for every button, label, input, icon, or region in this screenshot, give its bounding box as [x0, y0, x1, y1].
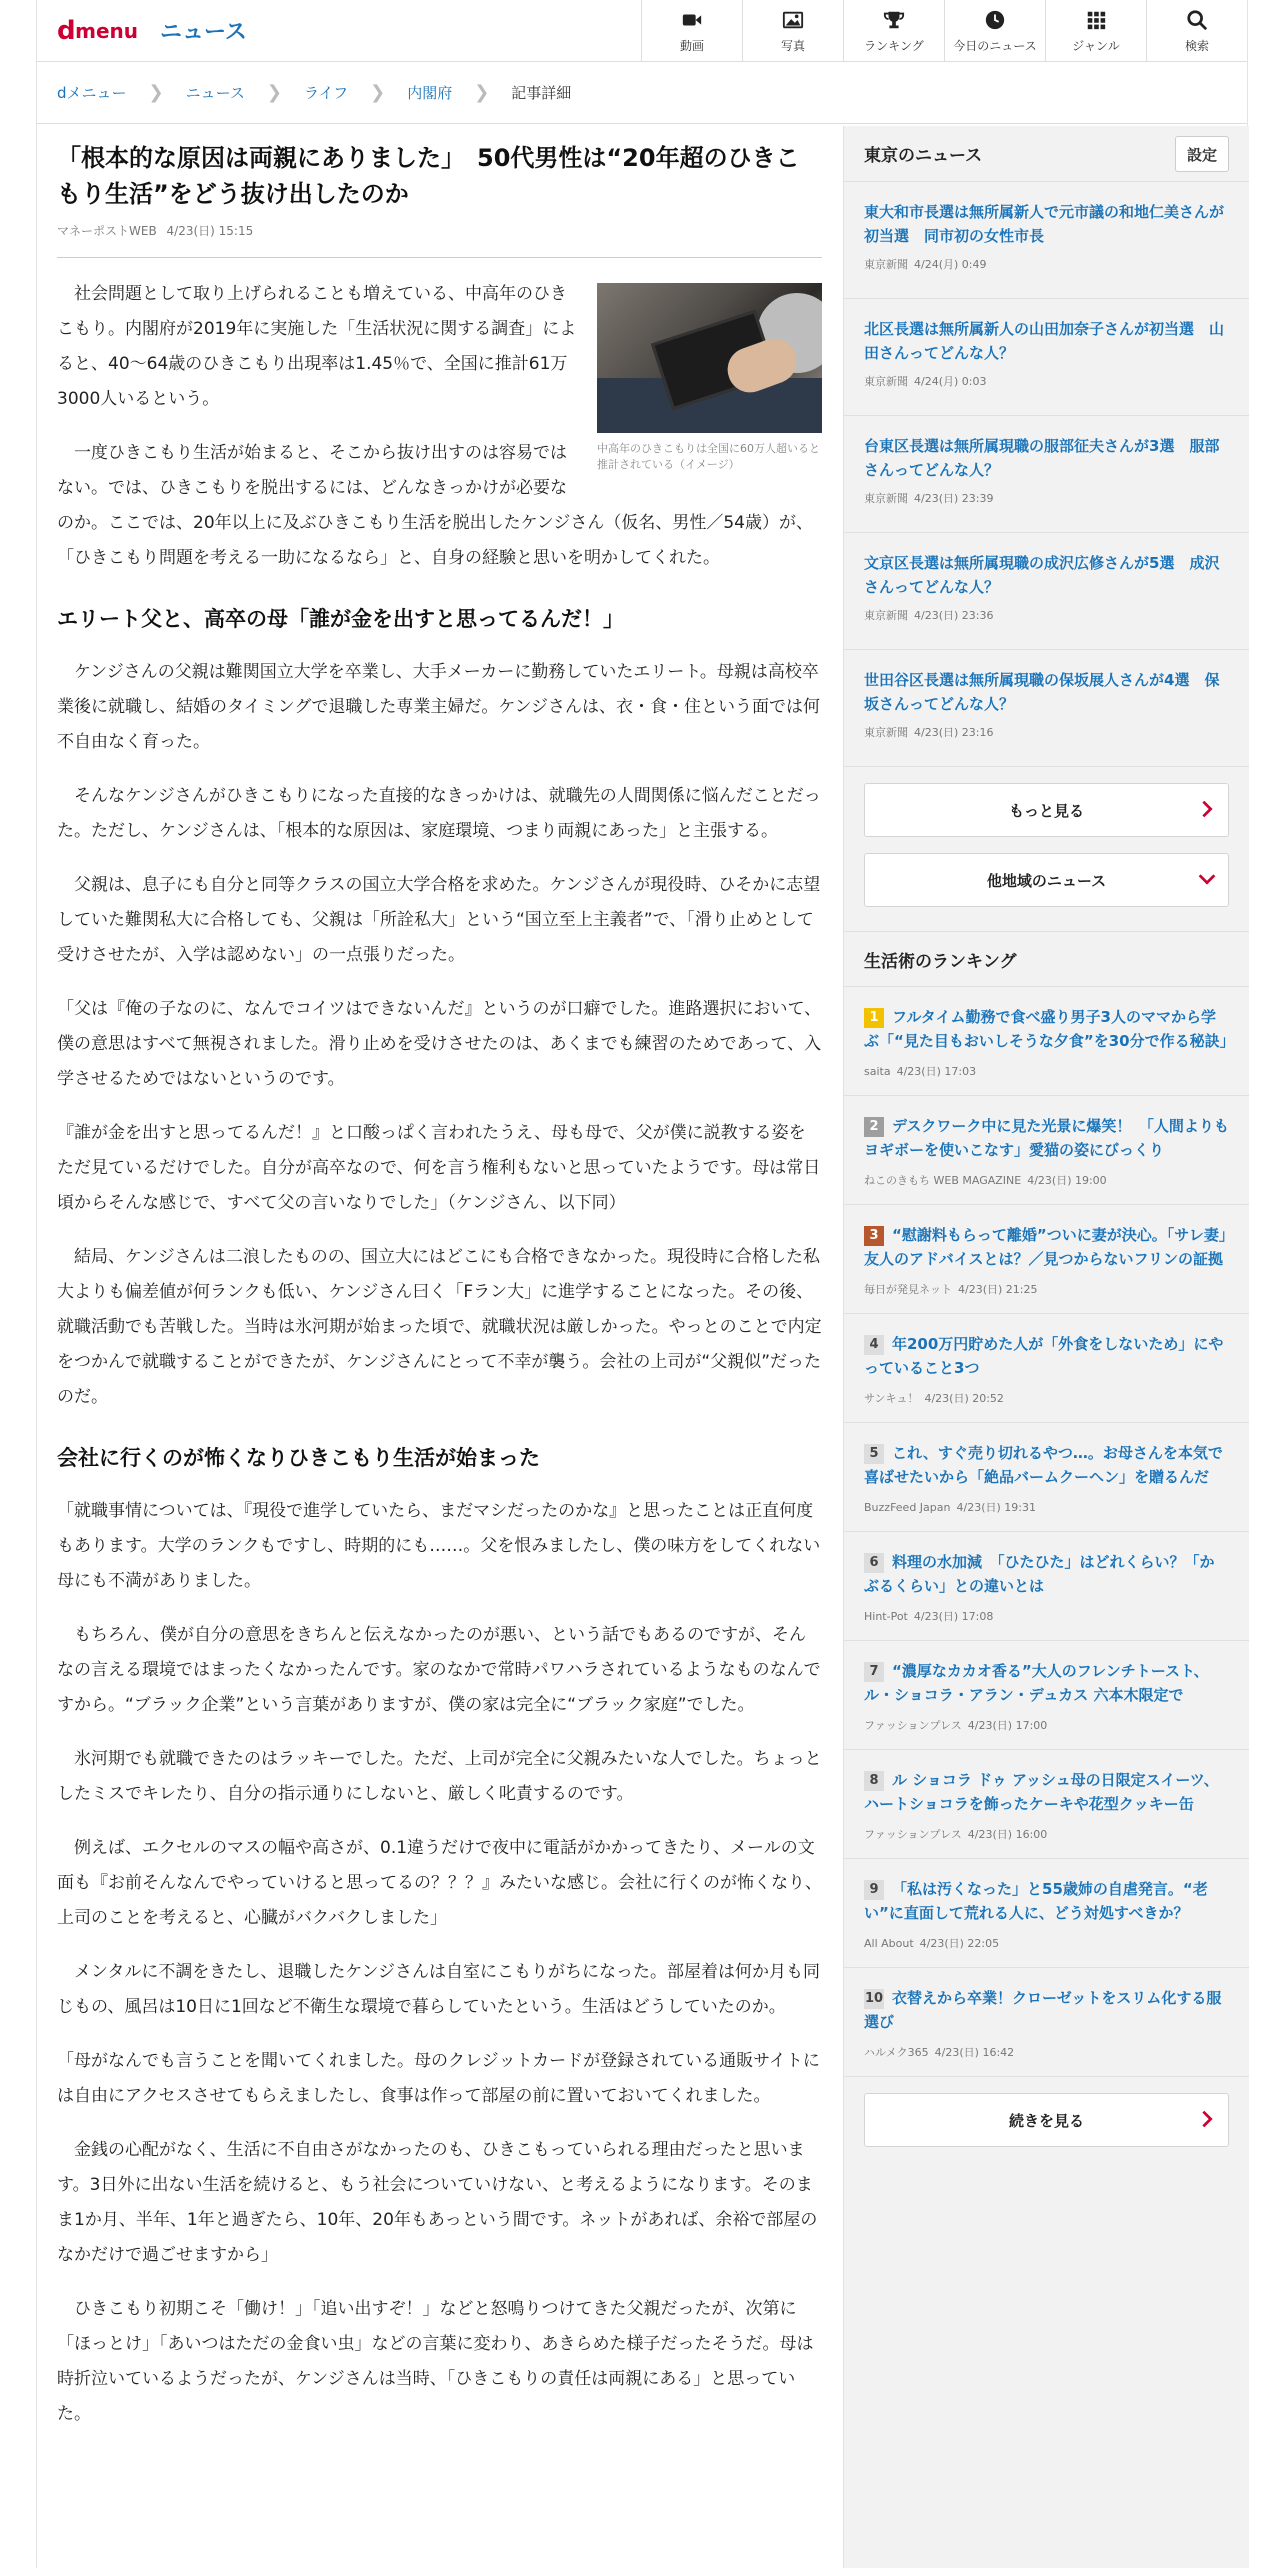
nav-search[interactable] [1146, 0, 1247, 62]
ranking-item[interactable] [844, 1205, 1249, 1314]
ranking-item[interactable] [844, 1750, 1249, 1859]
ranking-link[interactable] [864, 1986, 1229, 2034]
news-source: 東京新聞 [864, 726, 908, 739]
ranking-meta [864, 1608, 1229, 1640]
article-datetime: 4/23(日) 15:15 [166, 224, 254, 238]
breadcrumb [37, 62, 1247, 124]
ranking-source: ハルメク365 [864, 2046, 929, 2059]
video-icon [681, 9, 703, 31]
ranking-source: saita [864, 1065, 891, 1078]
ranking-time: 4/23(日) 17:03 [896, 1065, 977, 1078]
ranking-item[interactable] [844, 1641, 1249, 1750]
paragraph: 例えば、エクセルのマスの幅や高さが、0.1違うだけで夜中に電話がかかってきたり、メールの文面も『お前そんなんでやっていけると思ってるの？？？』みたいな感じ。会社に行くのが怖くなり、上司のことを考えると、心臓がバクバクしました」 [57, 1838, 822, 1928]
paragraph: 社会問題として取り上げられることも増えている、中高年のひきこもり。内閣府が2019年に実施した「生活状況に関する調査」によると、40〜64歳のひきこもり出現率は1.45％で、全国に推計61万3000人いるという。 [57, 284, 577, 409]
news-link[interactable]: 台東区長選は無所属現職の服部征夫さんが3選 服部さんってどんな人？ [864, 437, 1220, 479]
news-source: 東京新聞 [864, 609, 908, 622]
ranking-time: 4/23(日) 17:00 [967, 1719, 1048, 1732]
more-news-button[interactable] [864, 783, 1229, 837]
news-link[interactable]: 世田谷区長選は無所属現職の保坂展人さんが4選 保坂さんってどんな人？ [864, 671, 1220, 713]
ranking-title-text: 「私は汚くなった」と55歳姉の自虐発言。“老い”に直面して荒れる人に、どう対処すべきか？ [864, 1880, 1208, 1922]
ranking-source: ファッションプレス [864, 1828, 962, 1841]
nav-label: 写真 [780, 38, 805, 53]
nav-label: ランキング [864, 38, 924, 53]
continue-label: 続きを見る [1008, 2111, 1084, 2130]
paragraph: 「母がなんでも言うことを聞いてくれました。母のクレジットカードが登録されている通販サイトには自由にアクセスさせてもらえましたし、食事は作って部屋の前に置いておいてくれました。 [57, 2051, 820, 2106]
local-news-item[interactable] [844, 182, 1249, 299]
news-link[interactable]: 東大和市長選は無所属新人で元市議の和地仁美さんが初当選 同市初の女性市長 [864, 203, 1225, 245]
news-source: 東京新聞 [864, 258, 908, 271]
other-region-news-button[interactable] [864, 853, 1229, 907]
news-time: 4/24(月) 0:49 [914, 258, 987, 271]
ranking-link[interactable] [864, 1659, 1229, 1707]
ranking-source: ねこのきもち WEB MAGAZINE [864, 1174, 1022, 1187]
ranking-header [844, 931, 1249, 987]
clock-icon [984, 9, 1006, 31]
ranking-meta [864, 1172, 1229, 1204]
ranking-title-text: “濃厚なカカオ香る”大人のフレンチトースト、ル・ショコラ・アラン・デュカス 六本木限定で [864, 1662, 1209, 1704]
site-header [37, 0, 1247, 62]
paragraph: 「父は『俺の子なのに、なんでコイツはできないんだ』というのが口癖でした。進路選択において、僕の意思はすべて無視されました。滑り止めを受けさせたのは、あくまでも練習のためであって、入学させるためではないというのです。 [57, 999, 822, 1089]
ranking-item[interactable] [844, 1314, 1249, 1423]
ranking-meta [864, 1826, 1229, 1858]
content-wrapper [36, 0, 1248, 2568]
ranking-meta [864, 1390, 1229, 1422]
section-heading: エリート父と、高卒の母「誰が金を出すと思ってるんだ！」 [57, 607, 624, 631]
paragraph: 金銭の心配がなく、生活に不自由さがなかったのも、ひきこもっていられる理由だったと思います。3日外に出ない生活を続けると、もう社会についていけない、と考えるようになります。そのまま1か月、半年、1年と過ぎたら、10年、20年もあっという間です。ネットがあれば、余裕で部屋のなかだけで過ごせますから」 [57, 2140, 818, 2265]
ranking-source: 毎日が発見ネット [864, 1283, 952, 1296]
article-byline [57, 222, 822, 239]
ranking-title-text: “慰謝料もらって離婚”ついに妻が決心。「サレ妻」友人のアドバイスとは？／見つからないフリンの証拠 [864, 1226, 1227, 1268]
ranking-time: 4/23(日) 17:08 [913, 1610, 994, 1623]
news-link[interactable]: 北区長選は無所属新人の山田加奈子さんが初当選 山田さんってどんな人？ [864, 320, 1225, 362]
news-meta [864, 490, 1229, 506]
global-nav [641, 0, 1247, 62]
ranking-link[interactable] [864, 1223, 1229, 1271]
ranking-item[interactable] [844, 1423, 1249, 1532]
news-time: 4/24(月) 0:03 [914, 375, 987, 388]
nav-label: 検索 [1184, 38, 1209, 53]
ranking-link[interactable] [864, 1768, 1229, 1816]
local-news-title: 東京のニュース [864, 146, 983, 166]
dmenu-logo[interactable] [57, 0, 247, 62]
news-section-link[interactable]: ニュース [160, 20, 247, 45]
ranking-title-text: デスクワーク中に見た光景に爆笑！ 「人間よりもヨギボーを使いこなす」愛猫の姿にびっくり [864, 1117, 1229, 1159]
ranking-title-text: 料理の水加減 「ひたひた」はどれくらい？「かぶるくらい」との違いとは [864, 1553, 1215, 1595]
ranking-item[interactable] [844, 987, 1249, 1096]
ranking-title-text: フルタイム勤務で食べ盛り男子3人のママから学ぶ「“見た目もおいしそうな夕食”を30分で作る秘訣」 [864, 1008, 1235, 1050]
photo-icon [782, 9, 804, 31]
ranking-link[interactable] [864, 1114, 1229, 1162]
rank-badge: 2 [864, 1117, 884, 1137]
ranking-time: 4/23(日) 21:25 [958, 1283, 1038, 1296]
breadcrumb-current: 記事詳細 [511, 84, 572, 102]
nav-photo[interactable] [742, 0, 843, 62]
rank-badge: 9 [864, 1880, 884, 1900]
nav-genre[interactable] [1045, 0, 1146, 62]
local-news-item[interactable] [844, 416, 1249, 533]
news-time: 4/23(日) 23:36 [914, 609, 994, 622]
trophy-icon [883, 9, 905, 31]
ranking-item[interactable] [844, 1968, 1249, 2077]
paragraph: ひきこもり初期こそ「働け！」「追い出すぞ！」などと怒鳴りつけてきた父親だったが、次第に「ほっとけ」「あいつはただの金食い虫」などの言葉に変わり、あきらめた様子だったそうだ。母は時折泣いているようだったが、ケンジさんは当時、「ひきこもりの責任は両親にある」と思っていた。 [57, 2299, 814, 2424]
rank-badge: 10 [864, 1989, 884, 2009]
settings-button[interactable]: 設定 [1175, 136, 1229, 172]
ranking-meta [864, 1281, 1229, 1313]
chevron-right-icon: ❯ [266, 82, 282, 103]
ranking-item[interactable] [844, 1532, 1249, 1641]
news-source: 東京新聞 [864, 492, 908, 505]
section-heading: 会社に行くのが怖くなりひきこもり生活が始まった [57, 1446, 540, 1470]
divider [57, 257, 822, 258]
nav-today[interactable] [944, 0, 1045, 62]
ranking-meta [864, 1063, 1229, 1095]
ranking-source: All About [864, 1937, 914, 1950]
rank-badge: 5 [864, 1444, 884, 1464]
local-news-item[interactable] [844, 533, 1249, 650]
paragraph: 結局、ケンジさんは二浪したものの、国立大にはどこにも合格できなかった。現役時に合格した私大よりも偏差値が何ランクも低い、ケンジさん曰く「Fラン大」に進学することになった。その後、就職活動でも苦戦した。当時は氷河期が始まった頃で、就職状況は厳しかった。やっとのことで内定をつかんで就職することができたが、ケンジさんにとって不幸が襲う。会社の上司が“父親似”だったのだ。 [57, 1247, 822, 1407]
logo-menu: menu [75, 18, 139, 43]
article-figure [597, 283, 822, 473]
grid-icon [1085, 9, 1107, 31]
chevron-right-icon: ❯ [370, 82, 386, 103]
ranking-link[interactable] [864, 1441, 1229, 1489]
paragraph: 一度ひきこもり生活が始まると、そこから抜け出すのは容易ではない。では、ひきこもりを脱出するには、どんなきっかけが必要なのか。ここでは、20年以上に及ぶひきこもり生活を脱出したケンジさん（仮名、男性／54歳）が、「ひきこもり問題を考える一助になるなら」と、自身の経験と思いを明かしてくれた。 [57, 443, 813, 568]
ranking-source: サンキュ！ [864, 1392, 919, 1405]
nav-label: ジャンル [1072, 38, 1120, 53]
nav-label: 動画 [679, 38, 704, 53]
ranking-title-text: これ、すぐ売り切れるやつ…。お母さんを本気で喜ばせたいから「絶品バームクーヘン」を贈るんだ [864, 1444, 1223, 1486]
ranking-item[interactable] [844, 1096, 1249, 1205]
ranking-title-text: 衣替えから卒業！クローゼットをスリム化する服選び [864, 1989, 1222, 2031]
chevron-right-icon [1196, 798, 1218, 820]
news-meta [864, 724, 1229, 740]
ranking-link[interactable] [864, 1877, 1229, 1925]
ranking-item[interactable] [844, 1859, 1249, 1968]
rank-badge: 7 [864, 1662, 884, 1682]
other-region-label: 他地域のニュース [986, 871, 1107, 890]
ranking-title-text: 年200万円貯めた人が「外食をしないため」にやっていること3つ [864, 1335, 1224, 1377]
paragraph: 「就職事情については、『現役で進学していたら、まだマシだったのかな』と思ったことは正直何度もあります。大学のランクもですし、時期的にも……。父を恨みましたし、僕の味方をしてくれない母にも不満がありました。 [57, 1501, 821, 1591]
logo-d: d [57, 15, 76, 46]
sidebar [843, 126, 1249, 2568]
paragraph: そんなケンジさんがひきこもりになった直接的なきっかけは、就職先の人間関係に悩んだことだった。ただし、ケンジさんは、「根本的な原因は、家庭環境、つまり両親にあった」と主張する。 [57, 786, 821, 841]
ranking-time: 4/23(日) 16:00 [967, 1828, 1048, 1841]
paragraph: 父親は、息子にも自分と同等クラスの国立大学合格を求めた。ケンジさんが現役時、ひそかに志望していた難関私大に合格しても、父親は「所詮私大」という“国立至上主義者”で、「滑り止めとして受けさせたが、入学は認めない」の一点張りだった。 [57, 875, 821, 965]
ranking-time: 4/23(日) 20:52 [924, 1392, 1004, 1405]
news-source: 東京新聞 [864, 375, 908, 388]
photo-caption: 中高年のひきこもりは全国に60万人超いると推計されている（イメージ） [597, 442, 820, 471]
breadcrumb-news[interactable]: ニュース [185, 84, 245, 102]
rank-badge: 4 [864, 1335, 884, 1355]
news-time: 4/23(日) 23:16 [914, 726, 994, 739]
ranking-meta [864, 2044, 1229, 2076]
paragraph: 氷河期でも就職できたのはラッキーでした。ただ、上司が完全に父親みたいな人でした。ちょっとしたミスでキレたり、自分の指示通りにしないと、厳しく叱責するのです。 [57, 1749, 822, 1804]
breadcrumb-life[interactable]: ライフ [303, 84, 349, 102]
paragraph: メンタルに不調をきたし、退職したケンジさんは自室にこもりがちになった。部屋着は何か月も同じもの、風呂は10日に1回など不衛生な環境で暮らしていたという。生活はどうしていたのか。 [57, 1962, 821, 2017]
ranking-title: 生活術のランキング [864, 951, 1017, 972]
rank-badge: 8 [864, 1771, 884, 1791]
more-news-label: もっと見る [1008, 801, 1084, 820]
news-meta [864, 373, 1229, 389]
paragraph: 『誰が金を出すと思ってるんだ！』と口酸っぱく言われたうえ、母も母で、父が僕に説教する姿をただ見ているだけでした。自分が高卒なので、何を言う権利もないと思っていたようです。母は常日頃からそんな感じで、すべて父の言いなりでした」（ケンジさん、以下同） [57, 1123, 821, 1213]
ranking-link[interactable] [864, 1005, 1235, 1053]
ranking-meta [864, 1935, 1229, 1967]
chevron-right-icon: ❯ [474, 82, 490, 103]
local-news-item[interactable] [844, 650, 1249, 767]
ranking-meta [864, 1717, 1229, 1749]
ranking-time: 4/23(日) 19:31 [956, 1501, 1036, 1514]
chevron-right-icon: ❯ [148, 82, 164, 103]
local-news-item[interactable] [844, 299, 1249, 416]
news-time: 4/23(日) 23:39 [914, 492, 994, 505]
ranking-source: Hint-Pot [864, 1610, 908, 1623]
rank-badge: 1 [864, 1008, 884, 1028]
article [57, 140, 822, 2432]
ranking-meta [864, 1499, 1229, 1531]
nav-label: 今日のニュース [953, 38, 1037, 53]
ranking-link[interactable] [864, 1550, 1229, 1598]
paragraph: もちろん、僕が自分の意思をきちんと伝えなかったのが悪い、という話でもあるのですが、そんなの言える環境ではまったくなかったんです。家のなかで常時パワハラされているようなものなんですから。“ブラック企業”という言葉がありますが、僕の家は完全に“ブラック家庭”でした。 [57, 1625, 821, 1715]
news-link[interactable]: 文京区長選は無所属現職の成沢広修さんが5選 成沢さんってどんな人？ [864, 554, 1220, 596]
news-meta [864, 256, 1229, 272]
chevron-down-icon [1196, 868, 1218, 890]
ranking-source: ファッションプレス [864, 1719, 962, 1732]
article-title: 「根本的な原因は両親にありました」 50代男性は“20年超のひきこもり生活”をどう抜け出したのか [57, 144, 800, 208]
ranking-link[interactable] [864, 1332, 1229, 1380]
continue-ranking-button[interactable] [864, 2093, 1229, 2147]
ranking-title-text: ル ショコラ ドゥ アッシュ母の日限定スイーツ、ハートショコラを飾ったケーキや花型クッキー缶 [864, 1771, 1219, 1813]
ranking-source: BuzzFeed Japan [864, 1501, 951, 1514]
rank-badge: 6 [864, 1553, 884, 1573]
breadcrumb-cabinet-office[interactable]: 内閣府 [407, 84, 453, 102]
nav-video[interactable] [641, 0, 742, 62]
paragraph: ケンジさんの父親は難関国立大学を卒業し、大手メーカーに勤務していたエリート。母親は高校卒業後に就職し、結婚のタイミングで退職した専業主婦だ。ケンジさんは、衣・食・住という面では何不自由なく育った。 [57, 662, 821, 752]
ranking-time: 4/23(日) 16:42 [934, 2046, 1015, 2059]
rank-badge: 3 [864, 1226, 884, 1246]
news-meta [864, 607, 1229, 623]
article-body [57, 277, 822, 2432]
article-photo[interactable] [597, 283, 822, 433]
breadcrumb-dmenu[interactable]: dメニュー [57, 84, 127, 102]
ranking-time: 4/23(日) 19:00 [1027, 1174, 1107, 1187]
ranking-time: 4/23(日) 22:05 [919, 1937, 1000, 1950]
nav-ranking[interactable] [843, 0, 944, 62]
chevron-right-icon [1196, 2108, 1218, 2130]
article-source[interactable]: マネーポストWEB [57, 224, 157, 238]
local-news-header [844, 126, 1249, 182]
search-icon [1186, 9, 1208, 31]
